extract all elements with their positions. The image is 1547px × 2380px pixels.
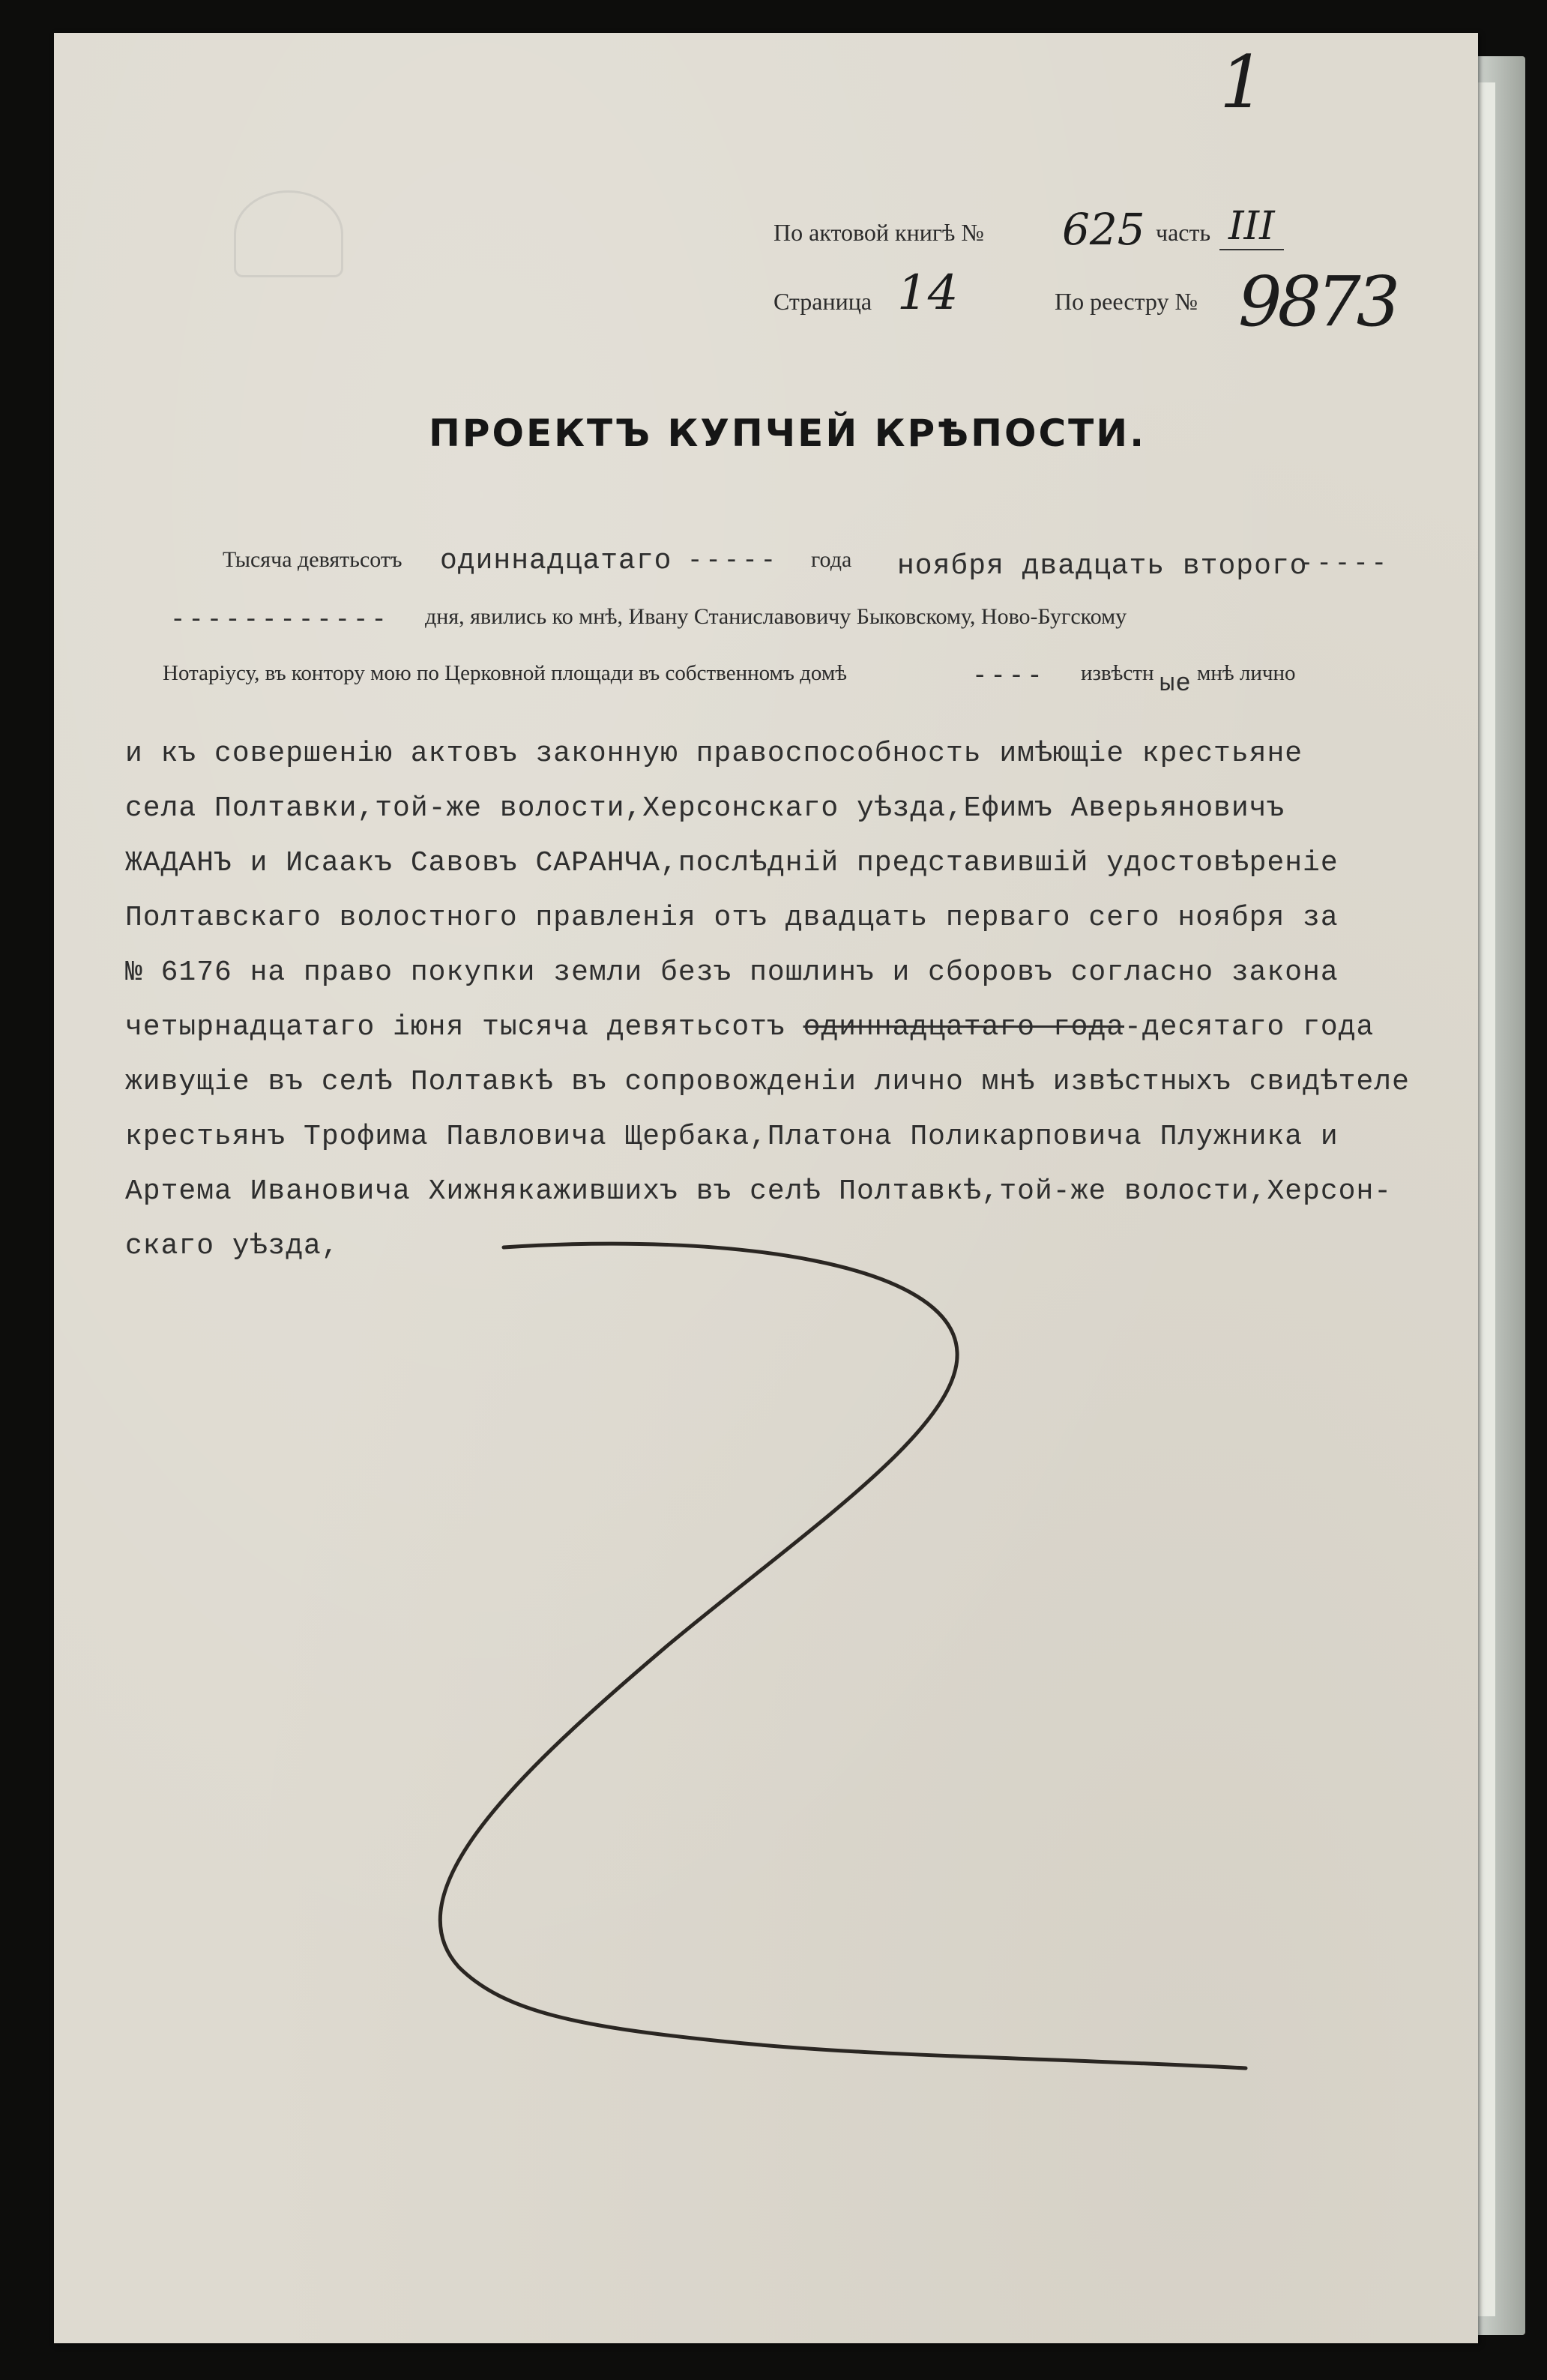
body-line-start: четырнадцатаго іюня тысяча девятьсотъ [125, 1011, 785, 1043]
part-number: III [1219, 204, 1284, 250]
body-line: № 6176 на право покупки земли безъ пошлинъ и сборовъ согласно закона [125, 956, 1339, 989]
body-line: скаго уѣзда, [125, 1230, 340, 1262]
register-number: 9873 [1238, 262, 1396, 342]
form-line2-text: дня, явились ко мнѣ, Ивану Станиславовичу Быковскому, Ново-Бугскому [425, 604, 1127, 629]
document-page [54, 33, 1478, 2343]
page-number: 1 [1219, 40, 1266, 124]
form-line1-date: ноября двадцать второго [897, 550, 1308, 582]
page-number-value: 14 [897, 265, 959, 321]
form-line3-dash: ---- [972, 663, 1046, 691]
form-line2-dash: ------------ [170, 606, 390, 635]
body-line: села Полтавки,той-же волости,Херсонскаго уѣзда,Ефимъ Аверьяновичъ [125, 792, 1285, 825]
form-line1-b: года [811, 547, 852, 572]
body-line: Артема Ивановича Хижнякажившихъ въ селѣ Полтавкѣ,той-же волости,Херсон- [125, 1175, 1393, 1208]
body-line: и къ совершенію актовъ законную правоспособность имѣющіе крестьяне [125, 738, 1303, 770]
form-line1-year: одиннадцатаго [440, 545, 672, 577]
book-label: По актовой книгѣ № [774, 219, 984, 246]
page-label: Страница [774, 288, 872, 315]
register-label: По реестру № [1055, 288, 1198, 315]
form-line1-a: Тысяча девятьсотъ [223, 547, 402, 572]
book-number: 625 [1062, 204, 1145, 255]
body-line: ЖАДАНЪ и Исаакъ Савовъ САРАНЧА,послѣдній представившій удостовѣреніе [125, 847, 1339, 879]
form-line3-c: мнѣ лично [1197, 661, 1296, 685]
part-label: часть [1156, 219, 1211, 246]
form-line1-dash2: ----- [1298, 550, 1390, 579]
body-line-tail: -десятаго года [1124, 1011, 1375, 1043]
document-title: ПРОЕКТЪ КУПЧЕЙ КРѢПОСТИ. [429, 412, 1147, 455]
struck-text: одиннадцатаго года [803, 1011, 1125, 1043]
blank-space-z-mark [54, 33, 1478, 2343]
form-line3-b: извѣстн [1081, 661, 1154, 685]
body-line: Полтавскаго волостного правленія отъ двадцать перваго сего ноября за [125, 902, 1339, 934]
form-line3-insert: ые [1160, 670, 1192, 699]
body-line: крестьянъ Трофима Павловича Щербака,Платона Поликарповича Плужника и [125, 1121, 1339, 1153]
form-line3-text: Нотаріусу, въ контору мою по Церковной площади въ собственномъ домѣ [163, 661, 847, 685]
form-line1-dash: ----- [687, 547, 779, 576]
body-line: живущіе въ селѣ Полтавкѣ въ сопровожденіи лично мнѣ извѣстныхъ свидѣтеле [125, 1066, 1410, 1098]
